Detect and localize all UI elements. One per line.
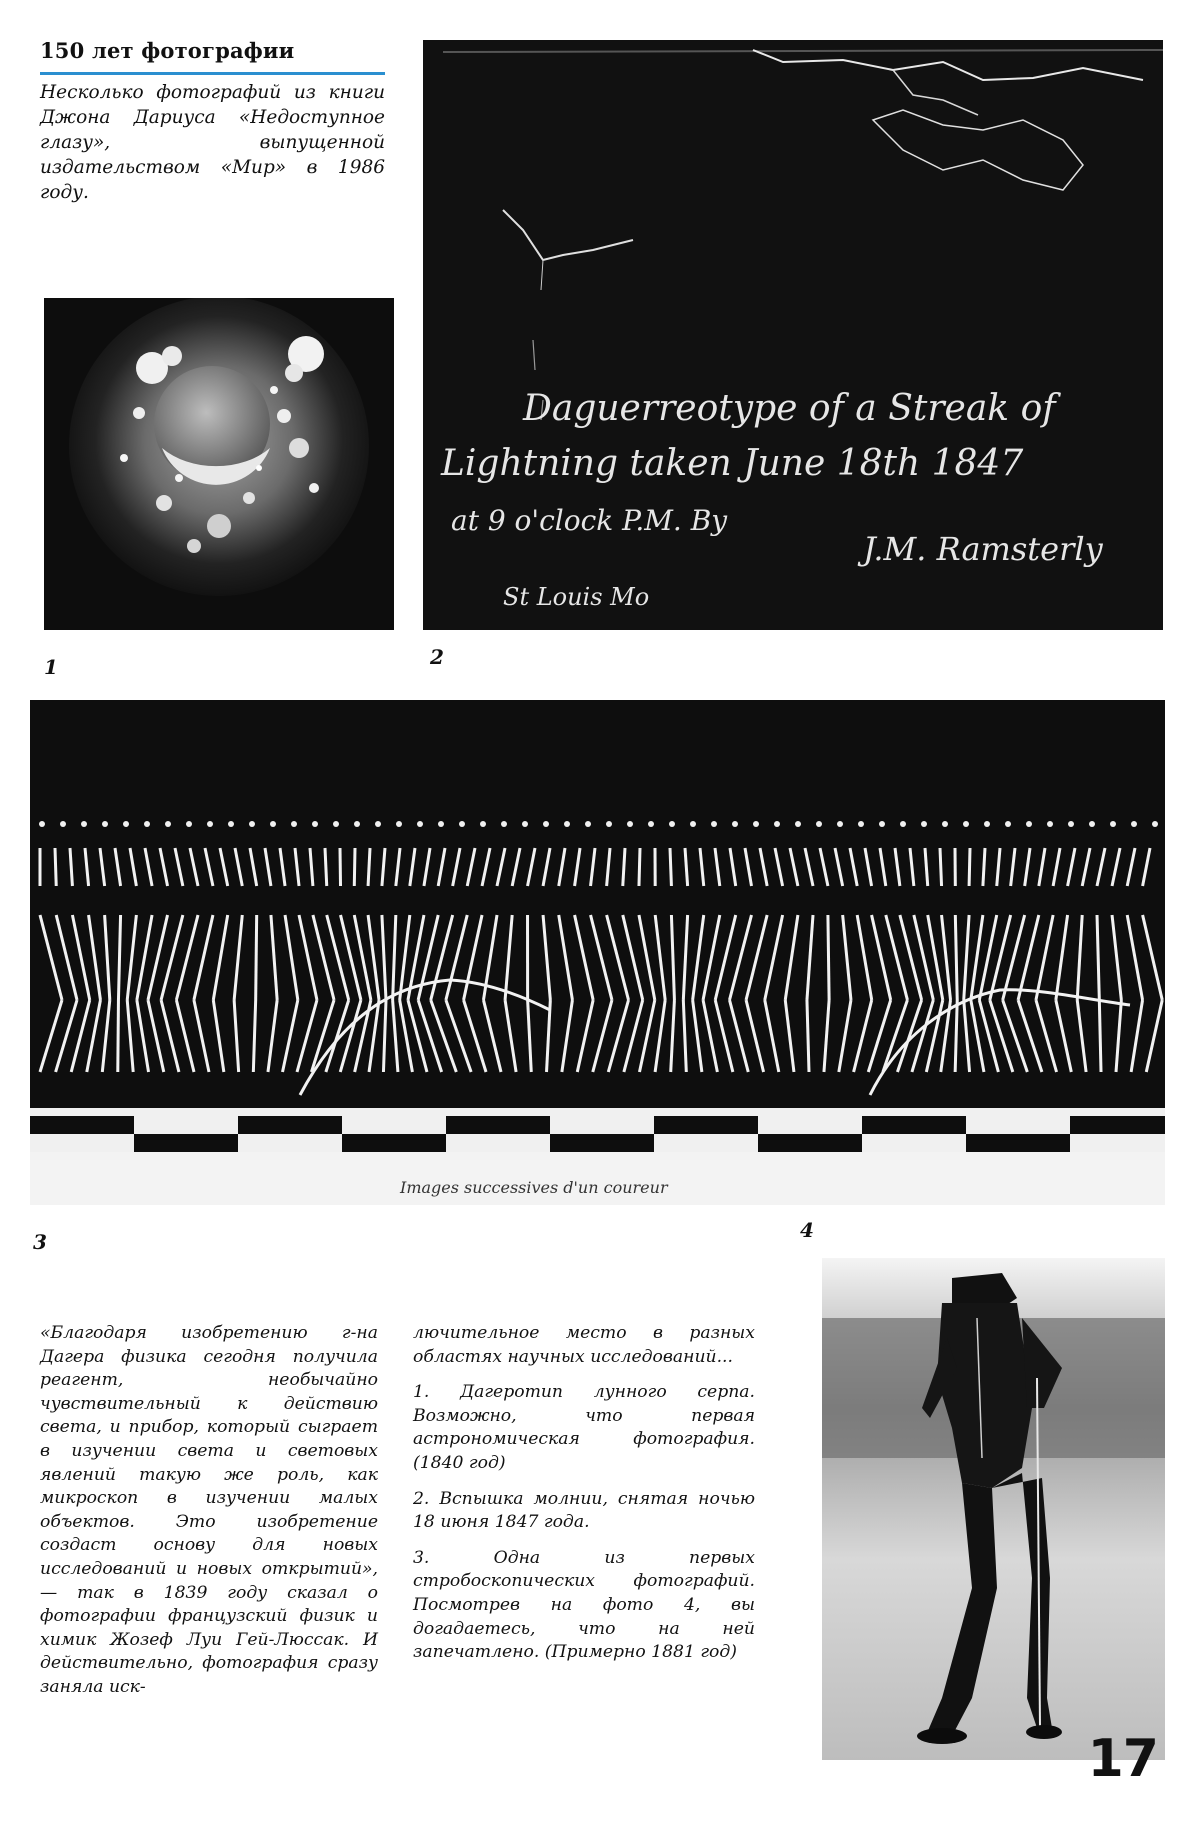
marker-dot: [1089, 821, 1095, 827]
title-underline: [40, 72, 385, 75]
shin-stroke: [118, 1000, 119, 1072]
figure-4-runner-photo: [822, 1258, 1165, 1760]
inscription-line-5: St Louis Mo: [503, 583, 650, 611]
marker-dot: [963, 821, 969, 827]
marker-dot: [585, 821, 591, 827]
quote-continuation: лючительное место в разных областях научных исследований...: [413, 1323, 755, 1367]
marker-dot: [942, 821, 948, 827]
marker-dot: [1152, 821, 1158, 827]
marker-dot: [669, 821, 675, 827]
body-column-left: [40, 1322, 378, 1712]
ground-scale-block: [966, 1116, 1070, 1134]
moon-crescent-image: [44, 298, 394, 630]
caption-1: 1. Дагеротип лунного серпа. Возможно, что первая астрономическая фотография. (1840 год): [413, 1382, 755, 1473]
marker-dot: [438, 821, 444, 827]
marker-dot: [858, 821, 864, 827]
marker-dot: [207, 821, 213, 827]
section-title: 150 лет фотографии: [40, 38, 295, 63]
marker-dot: [774, 821, 780, 827]
marker-dot: [291, 821, 297, 827]
marker-dot: [795, 821, 801, 827]
trunk-stroke: [639, 848, 640, 886]
trunk-stroke: [969, 848, 970, 886]
marker-dot: [1005, 821, 1011, 827]
marker-dot: [480, 821, 486, 827]
trunk-stroke: [325, 848, 327, 886]
marker-dot: [39, 821, 45, 827]
marker-dot: [501, 821, 507, 827]
figure-4-number: 4: [800, 1218, 814, 1242]
thigh-stroke: [955, 915, 957, 1000]
marker-dot: [732, 821, 738, 827]
ground-scale-block: [134, 1116, 238, 1134]
marker-dot: [102, 821, 108, 827]
marker-dot: [648, 821, 654, 827]
trunk-stroke: [55, 848, 56, 886]
runner-suit-image: [822, 1258, 1165, 1760]
marker-dot: [711, 821, 717, 827]
marker-dot: [312, 821, 318, 827]
marker-dot: [1047, 821, 1053, 827]
caption-3: 3. Одна из первых стробоскопических фотографий. Посмотрев на фото 4, вы догадаетесь, что на ней запечатлено. (Примерно 1881 год): [413, 1547, 755, 1663]
lightning-image: [423, 40, 1163, 630]
marker-dot: [417, 821, 423, 827]
marker-dot: [396, 821, 402, 827]
ground-scale-block: [446, 1134, 550, 1152]
trunk-stroke: [983, 848, 985, 886]
body-column-right: [413, 1322, 755, 1677]
marker-dot: [354, 821, 360, 827]
ground-scale-block: [30, 1134, 134, 1152]
thigh-stroke: [256, 915, 257, 1000]
shin-stroke: [1099, 1000, 1101, 1072]
marker-dot: [627, 821, 633, 827]
shin-stroke: [955, 1000, 957, 1072]
marker-dot: [816, 821, 822, 827]
marker-dot: [249, 821, 255, 827]
marker-dot: [921, 821, 927, 827]
quote-paragraph: «Благодаря изобретению г-на Дагера физика сегодня получила реагент, необычайно чувствительный к действию света, и прибор, который сыграет в изучении света и световых явлений такую же роль, как микроскоп в изучении малых объектов. Это изобретение создаст основу для новых исследований и новых открытий»,— так в 1839 году сказал о фотографии французский физик и химик Жозеф Луи Гей-Люссак. И действительно, фотография сразу заняла иск-: [40, 1323, 378, 1697]
marker-dot: [186, 821, 192, 827]
marker-dot: [522, 821, 528, 827]
ground-scale-block: [862, 1134, 966, 1152]
marker-dot: [1026, 821, 1032, 827]
marker-dot: [564, 821, 570, 827]
ground-scale-block: [238, 1134, 342, 1152]
ground-scale-block: [758, 1116, 862, 1134]
marker-dot: [333, 821, 339, 827]
thigh-stroke: [118, 915, 120, 1000]
trunk-stroke: [940, 848, 942, 886]
marker-dot: [900, 821, 906, 827]
marker-dot: [606, 821, 612, 827]
marker-dot: [144, 821, 150, 827]
marker-dot: [81, 821, 87, 827]
marker-dot: [1068, 821, 1074, 827]
trunk-stroke: [354, 848, 355, 886]
chronophotograph-caption: Images successives d'un coureur: [400, 1178, 668, 1197]
figure-3-chronophotograph: [30, 700, 1165, 1205]
marker-dot: [1131, 821, 1137, 827]
marker-dot: [543, 821, 549, 827]
page-number: 17: [1087, 1729, 1158, 1789]
marker-dot: [123, 821, 129, 827]
marker-dot: [1110, 821, 1116, 827]
ground-scale-block: [550, 1116, 654, 1134]
thigh-stroke: [828, 915, 829, 1000]
marker-dot: [753, 821, 759, 827]
marker-dot: [60, 821, 66, 827]
marker-dot: [879, 821, 885, 827]
intro-text: Несколько фотографий из книги Джона Дариуса «Недоступное глазу», выпущенной издательством «Мир» в 1986 году.: [40, 82, 385, 203]
caption-2: 2. Вспышка молнии, снятая ночью 18 июня 1847 года.: [413, 1488, 755, 1533]
inscription-line-4: J.M. Ramsterly: [863, 530, 1103, 568]
marker-dot: [375, 821, 381, 827]
trunk-stroke: [670, 848, 671, 886]
trunk-stroke: [368, 848, 370, 886]
shin-stroke: [807, 1000, 809, 1072]
inscription-line-3: at 9 o'clock P.M. By: [451, 504, 728, 537]
figure-1-moon-photo: [44, 298, 394, 630]
stroboscopic-image: [30, 700, 1165, 1205]
trunk-stroke: [340, 848, 341, 886]
figure-2-number: 2: [430, 645, 444, 669]
inscription-line-1: Daguerreotype of a Streak of: [523, 388, 1056, 429]
figure-1-number: 1: [44, 655, 58, 679]
marker-dot: [270, 821, 276, 827]
ground-scale-block: [654, 1134, 758, 1152]
figure-2-lightning-photo: [423, 40, 1163, 630]
figure-3-number: 3: [33, 1230, 47, 1254]
marker-dot: [690, 821, 696, 827]
marker-dot: [837, 821, 843, 827]
marker-dot: [459, 821, 465, 827]
ground-scale-block: [1070, 1134, 1165, 1152]
marker-dot: [984, 821, 990, 827]
marker-dot: [228, 821, 234, 827]
inscription-line-2: Lightning taken June 18th 1847: [441, 443, 1024, 484]
marker-dot: [165, 821, 171, 827]
ground-scale-block: [342, 1116, 446, 1134]
